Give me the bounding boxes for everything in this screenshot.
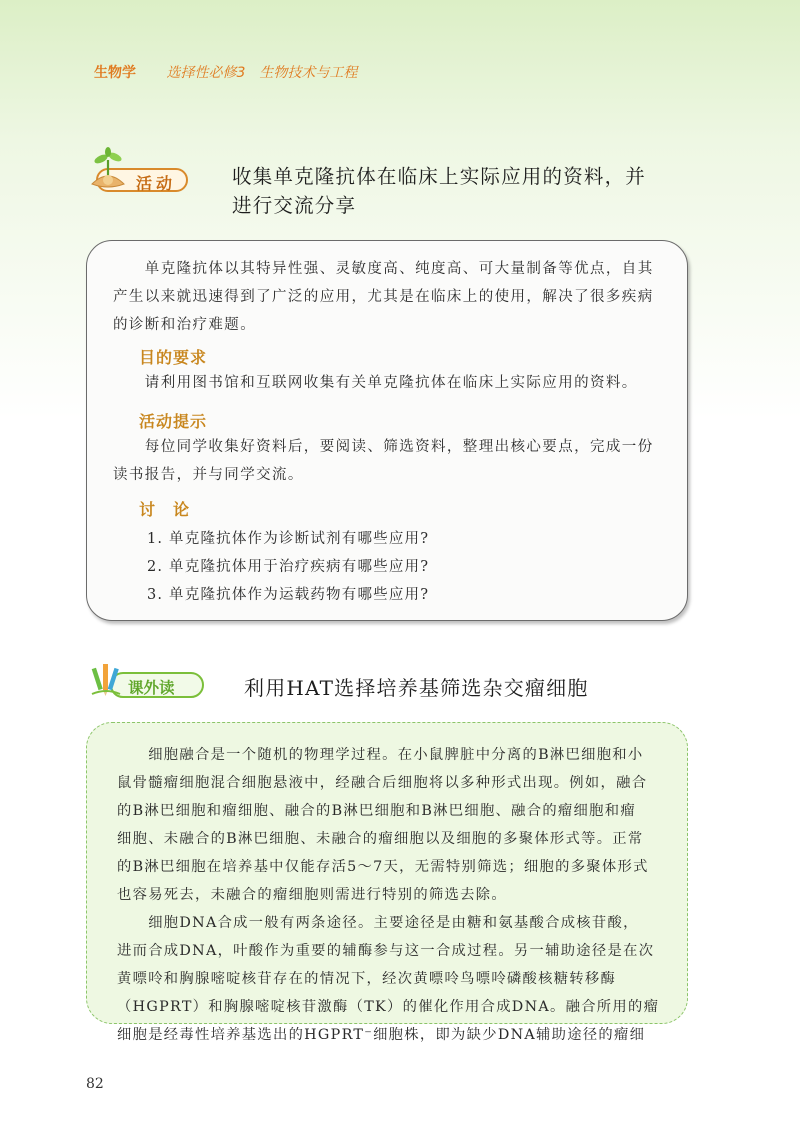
body-line: 细胞是经毒性培养基选出的HGPRT⁻细胞株，即为缺少DNA辅助途径的瘤细 (117, 1027, 646, 1043)
body-line: 的B淋巴细胞在培养基中仅能存活5～7天，无需特别筛选；细胞的多聚体形式 (117, 859, 649, 875)
body-line: 的B淋巴细胞和瘤细胞、融合的B淋巴细胞和B淋巴细胞、融合的瘤细胞和瘤 (117, 803, 636, 819)
header-book: 选择性必修3 生物技术与工程 (166, 65, 358, 81)
discussion-question: 2. 单克隆抗体用于治疗疾病有哪些应用? (147, 559, 430, 575)
page-number: 82 (86, 1076, 104, 1092)
body-line: 细胞DNA合成一般有两条途径。主要途径是由糖和氨基酸合成核苷酸， (117, 915, 639, 931)
discussion-question: 3. 单克隆抗体作为运载药物有哪些应用? (147, 587, 430, 603)
goal-text: 请利用图书馆和互联网收集有关单克隆抗体在临床上实际应用的资料。 (113, 375, 638, 391)
activity-intro-line: 的诊断和治疗难题。 (113, 317, 257, 333)
extra-reading-body (117, 741, 659, 1049)
tips-heading: 活动提示 (139, 412, 208, 431)
discussion-heading: 讨 论 (139, 500, 191, 519)
activity-intro-line: 单克隆抗体以其特异性强、灵敏度高、纯度高、可大量制备等优点，自其 (113, 261, 654, 277)
tips-text (113, 433, 654, 489)
extra-reading-title: 利用HAT选择培养基筛选杂交瘤细胞 (244, 676, 589, 700)
activity-badge-label: 活动 (136, 174, 177, 193)
activity-title (232, 162, 692, 220)
activity-title-line2: 进行交流分享 (232, 194, 357, 217)
body-line: （HGPRT）和胸腺嘧啶核苷激酶（TK）的催化作用合成DNA。融合所用的瘤 (117, 999, 660, 1015)
goal-heading: 目的要求 (139, 348, 208, 367)
activity-box (86, 240, 688, 621)
pencils-icon (88, 658, 124, 700)
extra-reading-badge-label: 课外读 (128, 679, 175, 697)
discussion-question: 1. 单克隆抗体作为诊断试剂有哪些应用? (147, 531, 430, 547)
body-line: 细胞融合是一个随机的物理学过程。在小鼠脾脏中分离的B淋巴细胞和小 (117, 747, 644, 763)
sprout-icon (88, 146, 128, 192)
extra-reading-badge (88, 658, 206, 700)
running-header (94, 62, 357, 82)
header-subject: 生物学 (94, 65, 136, 81)
body-line: 进而合成DNA，叶酸作为重要的辅酶参与这一合成过程。另一辅助途径是在次 (117, 943, 655, 959)
tips-line: 每位同学收集好资料后，要阅读、筛选资料，整理出核心要点，完成一份 (113, 439, 654, 455)
activity-intro-line: 产生以来就迅速得到了广泛的应用，尤其是在临床上的使用，解决了很多疾病 (113, 289, 654, 305)
body-line: 黄嘌呤和胸腺嘧啶核苷存在的情况下，经次黄嘌呤鸟嘌呤磷酸核糖转移酶 (117, 971, 617, 987)
body-line: 也容易死去，未融合的瘤细胞则需进行特别的筛选去除。 (117, 887, 507, 903)
extra-reading-pill (110, 672, 204, 698)
activity-badge (86, 146, 196, 194)
activity-intro (113, 255, 654, 339)
tips-line: 读书报告，并与同学交流。 (113, 467, 304, 483)
body-line: 鼠骨髓瘤细胞混合细胞悬液中，经融合后细胞将以多种形式出现。例如，融合 (117, 775, 648, 791)
body-line: 细胞、未融合的B淋巴细胞、未融合的瘤细胞以及细胞的多聚体形式等。正常 (117, 831, 644, 847)
activity-title-line1: 收集单克隆抗体在临床上实际应用的资料，并 (232, 165, 647, 188)
extra-reading-box (86, 722, 688, 1043)
